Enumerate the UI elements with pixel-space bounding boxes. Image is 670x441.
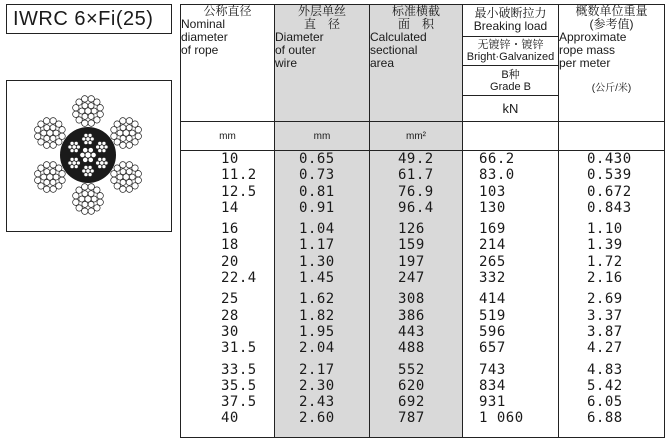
table-cell: 40 (221, 410, 239, 427)
table-cell: 49.2 (398, 151, 434, 167)
table-cell: 30 (221, 323, 239, 340)
table-cell: 31.5 (221, 340, 257, 357)
table-cell: 2.30 (299, 377, 335, 394)
table-cell: 743 (479, 361, 506, 378)
table-cell: 10 (221, 151, 239, 167)
table-cell: 0.65 (299, 151, 335, 167)
table-cell: 4.83 (587, 361, 623, 378)
table-cell: 1.04 (299, 221, 335, 238)
table-cell: 197 (398, 253, 425, 270)
row-group (479, 362, 558, 427)
table-cell: 0.843 (587, 199, 632, 216)
table-cell: 2.17 (299, 361, 335, 378)
col-nominal-diameter (181, 151, 275, 438)
table-cell: 103 (479, 183, 506, 200)
table-cell: 2.16 (587, 270, 623, 287)
table-cell: 1.10 (587, 221, 623, 238)
table-cell: 1.30 (299, 253, 335, 270)
row-group (587, 362, 664, 427)
header-breaking-load: 最小破断拉力 Breaking load 无镀锌・镀锌 Bright·Galvanized B种 Grade B (463, 5, 559, 96)
rope-cross-section-icon (7, 81, 170, 230)
col-breaking-load (463, 151, 559, 438)
table-cell: 66.2 (479, 151, 515, 167)
unit-mass-blank (559, 122, 665, 151)
table-cell: 386 (398, 307, 425, 324)
table-cell: 37.5 (221, 394, 257, 411)
table-cell: 1.45 (299, 270, 335, 287)
table-cell: 2.43 (299, 394, 335, 411)
unit-mm-wire: mm (275, 122, 370, 151)
row-group (587, 151, 664, 216)
table-cell: 657 (479, 340, 506, 357)
table-cell: 126 (398, 221, 425, 238)
table-cell: 308 (398, 291, 425, 308)
table-cell: 14 (221, 199, 239, 216)
table-cell: 247 (398, 270, 425, 287)
header-sectional-area: 标准横截 面 积 Calculated sectional area (370, 5, 463, 122)
table-cell: 1.62 (299, 291, 335, 308)
table-cell: 130 (479, 199, 506, 216)
row-group (221, 362, 274, 427)
unit-kn: kN (463, 96, 559, 122)
row-group (398, 221, 462, 286)
row-group (398, 362, 462, 427)
table-cell: 11.2 (221, 167, 257, 184)
unit-mm2-area: mm² (370, 122, 463, 151)
row-group (398, 291, 462, 356)
table-cell: 332 (479, 270, 506, 287)
row-group (479, 151, 558, 216)
row-group (299, 362, 369, 427)
col-outer-wire-diameter (275, 151, 370, 438)
row-group (398, 151, 462, 216)
rope-type-title: IWRC 6×Fi(25) (6, 4, 172, 34)
row-group (587, 291, 664, 356)
table-cell: 0.672 (587, 183, 632, 200)
rope-cross-section-image (6, 80, 172, 232)
table-cell: 552 (398, 361, 425, 378)
table-cell: 834 (479, 377, 506, 394)
row-group (221, 221, 274, 286)
table-cell: 20 (221, 253, 239, 270)
table-cell: 214 (479, 237, 506, 254)
col-rope-mass (559, 151, 665, 438)
header-rope-mass: 概数单位重量 (参考值) Approximate rope mass per meter (公斤/米) (559, 5, 665, 122)
table-cell: 6.05 (587, 394, 623, 411)
table-cell: 0.91 (299, 199, 335, 216)
table-cell: 0.81 (299, 183, 335, 200)
table-cell: 488 (398, 340, 425, 357)
row-group (479, 221, 558, 286)
table-cell: 169 (479, 221, 506, 238)
table-cell: 620 (398, 377, 425, 394)
row-group (479, 291, 558, 356)
table-cell: 3.37 (587, 307, 623, 324)
table-cell: 4.27 (587, 340, 623, 357)
table-cell: 1.17 (299, 237, 335, 254)
table-cell: 22.4 (221, 270, 257, 287)
table-cell: 3.87 (587, 323, 623, 340)
table-cell: 96.4 (398, 199, 434, 216)
table-cell: 28 (221, 307, 239, 324)
table-cell: 33.5 (221, 361, 257, 378)
table-cell: 931 (479, 394, 506, 411)
table-cell: 5.42 (587, 377, 623, 394)
table-cell: 6.88 (587, 410, 623, 427)
table-cell: 159 (398, 237, 425, 254)
header-outer-wire-diameter: 外层单丝 直 径 Diameter of outer wire (275, 5, 370, 122)
table-cell: 519 (479, 307, 506, 324)
row-group (299, 151, 369, 216)
table-cell: 1.72 (587, 253, 623, 270)
rope-spec-table (180, 4, 665, 438)
table-cell: 414 (479, 291, 506, 308)
table-cell: 61.7 (398, 167, 434, 184)
table-cell: 2.69 (587, 291, 623, 308)
table-cell: 1.82 (299, 307, 335, 324)
row-group (299, 221, 369, 286)
table-cell: 12.5 (221, 183, 257, 200)
table-cell: 1 060 (479, 410, 524, 427)
table-cell: 25 (221, 291, 239, 308)
table-cell: 0.539 (587, 167, 632, 184)
table-cell: 787 (398, 410, 425, 427)
table-cell: 692 (398, 394, 425, 411)
row-group (221, 151, 274, 216)
table-cell: 76.9 (398, 183, 434, 200)
table-cell: 1.39 (587, 237, 623, 254)
table-cell: 18 (221, 237, 239, 254)
table-cell: 1.95 (299, 323, 335, 340)
unit-kn-blank (463, 122, 559, 151)
table-cell: 596 (479, 323, 506, 340)
table-cell: 35.5 (221, 377, 257, 394)
table-cell: 2.04 (299, 340, 335, 357)
unit-mm-diameter: mm (181, 122, 275, 151)
table-cell: 0.430 (587, 151, 632, 167)
header-nominal-diameter: 公称直径 Nominal diameter of rope (181, 5, 275, 122)
table-cell: 265 (479, 253, 506, 270)
table-cell: 16 (221, 221, 239, 238)
table-cell: 0.73 (299, 167, 335, 184)
row-group (299, 291, 369, 356)
table-body (181, 151, 665, 438)
row-group (221, 291, 274, 356)
row-group (587, 221, 664, 286)
col-sectional-area (370, 151, 463, 438)
table-cell: 83.0 (479, 167, 515, 184)
table-cell: 2.60 (299, 410, 335, 427)
table-cell: 443 (398, 323, 425, 340)
